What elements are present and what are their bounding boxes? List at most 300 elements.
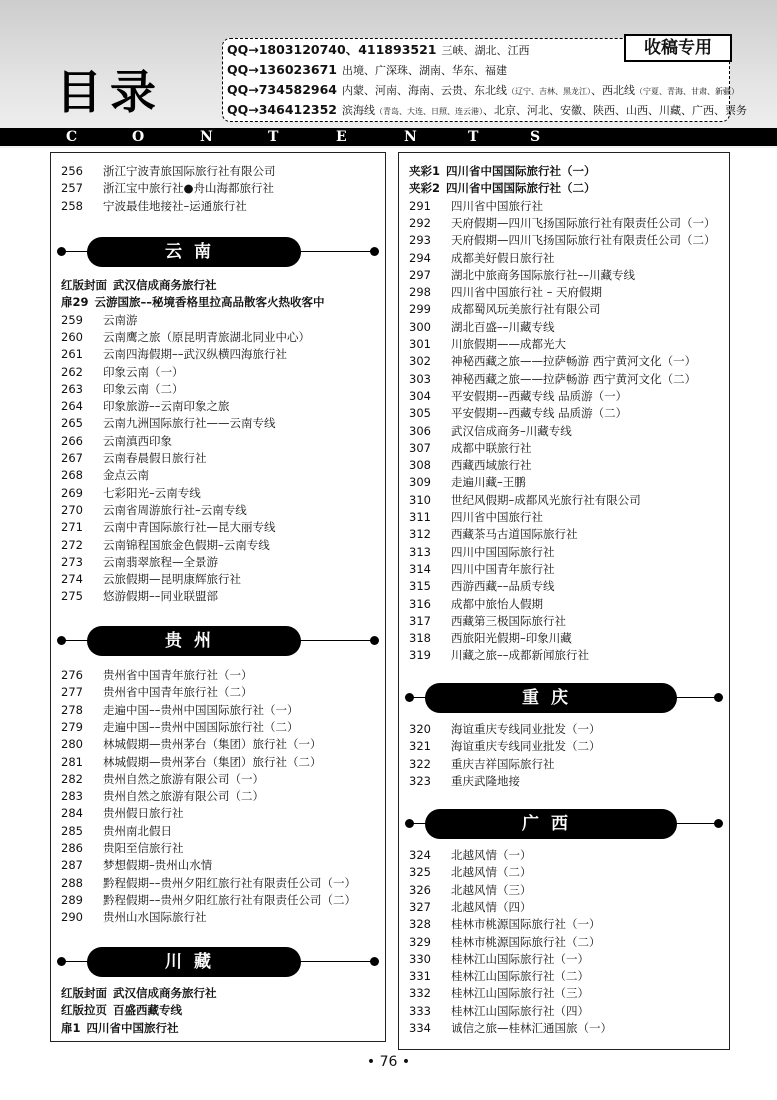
entry-title: 梦想假期–贵州山水情 (103, 858, 213, 873)
entry-page-number: 284 (61, 806, 83, 821)
entry-title: 桂林市桃源国际旅行社（二） (451, 934, 601, 949)
contents-letter: T (268, 129, 279, 145)
qq-number: QQ→346412352 (227, 102, 338, 117)
entry-page-number: 321 (409, 739, 431, 754)
toc-entry[interactable] (61, 771, 264, 788)
toc-entry[interactable] (409, 1003, 589, 1020)
entry-title: 四川省中国旅行社 (86, 1020, 179, 1035)
toc-entry[interactable] (61, 754, 322, 771)
toc-entry[interactable] (61, 485, 201, 502)
toc-entry[interactable] (61, 537, 270, 554)
entry-title: 诚信之旅—桂林汇通国旅（一） (451, 1021, 612, 1035)
entry-page-number: 312 (409, 527, 431, 542)
entry-page-number: 278 (61, 702, 83, 717)
toc-entry[interactable] (61, 684, 253, 701)
toc-entry[interactable] (61, 433, 172, 450)
section-dot-left (57, 636, 66, 645)
toc-entry[interactable] (61, 788, 264, 805)
entry-page-number: 303 (409, 371, 431, 386)
toc-entry[interactable] (61, 909, 207, 926)
toc-entry[interactable] (409, 738, 601, 755)
qq-regions: 内蒙、河南、海南、云贵、东北线 (342, 84, 508, 97)
contents-bar (0, 128, 777, 146)
entry-page-number: 305 (409, 406, 431, 421)
section-dot-right (370, 247, 379, 256)
entry-page-number: 330 (409, 951, 431, 966)
toc-entry[interactable] (61, 329, 310, 346)
entry-page-number: 292 (409, 215, 431, 230)
section-title: 川藏 (87, 947, 301, 977)
entry-page-number: 扉1 (61, 1020, 81, 1035)
entry-page-number: 266 (61, 433, 83, 448)
entry-page-number: 282 (61, 771, 83, 786)
toc-entry[interactable] (409, 847, 532, 864)
toc-entry[interactable] (61, 857, 212, 874)
toc-entry[interactable] (409, 215, 716, 232)
section-title: 广西 (425, 809, 677, 839)
entry-title: 平安假期––西藏专线 品质游（二） (451, 406, 628, 421)
toc-entry[interactable] (409, 457, 532, 474)
entry-page-number: 327 (409, 899, 431, 914)
toc-entry[interactable] (61, 805, 184, 822)
entry-title: 四川省中国旅行社 (451, 198, 543, 213)
entry-page-number: 300 (409, 319, 431, 334)
entry-title: 云南鹰之旅（原昆明青旅湖北同业中心） (103, 329, 310, 344)
entry-page-number: 307 (409, 440, 431, 455)
toc-entry[interactable] (409, 578, 555, 595)
toc-entry[interactable] (61, 467, 149, 484)
entry-page-number: 269 (61, 485, 83, 500)
entry-title: 走遍中国––贵州中国国际旅行社（一） (103, 702, 299, 717)
section-dot-left (405, 693, 414, 702)
special-entry[interactable] (61, 985, 217, 1002)
entry-page-number: 331 (409, 969, 431, 984)
entry-title: 黔程假期––贵州夕阳红旅行社有限责任公司（二） (103, 892, 356, 907)
toc-entry[interactable] (409, 267, 635, 284)
section-header (57, 237, 379, 267)
toc-entry[interactable] (61, 667, 253, 684)
entry-title: 武汉信成商务旅行社 (113, 278, 217, 292)
toc-entry[interactable] (61, 180, 274, 197)
entry-page-number: 276 (61, 668, 83, 682)
entry-title: 浙江宁波青旅国际旅行社有限公司 (103, 164, 276, 178)
toc-entry[interactable] (409, 882, 532, 899)
toc-entry[interactable] (409, 951, 589, 968)
contents-letter: C (66, 129, 78, 145)
toc-entry[interactable] (61, 502, 247, 519)
entry-page-number: 334 (409, 1021, 431, 1035)
entry-title: 贵州省中国青年旅行社（二） (103, 685, 253, 700)
toc-entry[interactable] (409, 336, 566, 353)
toc-entry[interactable] (409, 440, 532, 457)
entry-title: 百盛西藏专线 (113, 1003, 182, 1018)
entry-title: 贵阳至信旅行社 (103, 841, 184, 855)
entry-title: 贵州自然之旅游有限公司（一） (103, 771, 264, 786)
entry-page-number: 301 (409, 337, 431, 351)
entry-title: 金点云南 (103, 468, 149, 483)
entry-title: 宁波最佳地接社–运通旅行社 (103, 198, 247, 213)
qq-number: QQ→734582964 (227, 82, 338, 97)
entry-page-number: 291 (409, 198, 431, 213)
special-entry[interactable] (409, 163, 596, 180)
section-header (57, 626, 379, 656)
toc-entry[interactable] (61, 875, 356, 892)
qq-region-note: （宁夏、青海、甘肃、新疆） (635, 87, 740, 96)
entry-title: 湖北百盛––川藏专线 (451, 319, 555, 334)
entry-page-number: 318 (409, 631, 431, 646)
entry-title: 林城假期—贵州茅台（集团）旅行社（一） (103, 737, 322, 752)
entry-title: 云南滇西印象 (103, 433, 172, 448)
entry-title: 云旅假期—昆明康辉旅行社 (103, 572, 241, 587)
entry-title: 桂林江山国际旅行社（一） (451, 951, 589, 966)
special-entry[interactable] (409, 180, 596, 197)
entry-page-number: 299 (409, 302, 431, 317)
toc-entry[interactable] (61, 198, 247, 215)
qq-number: QQ→136023671 (227, 62, 338, 77)
entry-page-number: 309 (409, 475, 431, 490)
toc-entry[interactable] (409, 561, 555, 578)
entry-title: 贵州自然之旅游有限公司（二） (103, 789, 264, 804)
section-header (405, 683, 723, 713)
entry-title: 平安假期––西藏专线 品质游（一） (451, 388, 628, 403)
entry-page-number: 332 (409, 986, 431, 1001)
toc-entry[interactable] (61, 823, 172, 840)
special-entry[interactable] (61, 1002, 182, 1019)
qq-region-note: （青岛、大连、日照、连云港） (375, 107, 484, 116)
entry-title: 北越风情（四） (451, 899, 532, 914)
entry-page-number: 270 (61, 502, 83, 517)
toc-entry[interactable] (409, 899, 532, 916)
entry-page-number: 293 (409, 233, 431, 248)
entry-title: 四川省中国国际旅行社（一） (446, 164, 596, 178)
entry-page-number: 297 (409, 267, 431, 282)
special-entry[interactable] (61, 277, 217, 294)
qq-regions: 滨海线 (342, 104, 376, 117)
qq-regions-extra: 、北京、河北、安徽、陕西、山西、川藏、广西、票务 (483, 104, 748, 117)
entry-title: 北越风情（二） (451, 865, 532, 880)
entry-title: 四川中国国际旅行社 (451, 544, 555, 559)
entry-title: 成都中联旅行社 (451, 440, 532, 455)
entry-title: 云南九洲国际旅行社——云南专线 (103, 416, 276, 431)
qq-contact-line (227, 102, 747, 120)
toc-entry[interactable] (409, 864, 532, 881)
entry-title: 桂林江山国际旅行社（四） (451, 1003, 589, 1018)
toc-entry[interactable] (409, 613, 566, 630)
entry-title: 印象旅游––云南印象之旅 (103, 399, 230, 414)
toc-entry[interactable] (409, 250, 555, 267)
contents-letter: T (468, 129, 479, 145)
entry-title: 天府假期—四川飞扬国际旅行社有限责任公司（一） (451, 215, 716, 230)
entry-title: 桂林市桃源国际旅行社（一） (451, 917, 601, 932)
toc-entry[interactable] (409, 985, 589, 1002)
entry-page-number: 扉29 (61, 295, 89, 310)
entry-page-number: 333 (409, 1003, 431, 1018)
entry-page-number: 308 (409, 458, 431, 473)
toc-entry[interactable] (409, 721, 601, 738)
contents-letter: S (530, 129, 541, 145)
entry-title: 川藏之旅––成都新闻旅行社 (451, 648, 589, 663)
entry-title: 神秘西藏之旅——拉萨畅游 西宁黄河文化（一） (451, 354, 697, 369)
toc-entry[interactable] (409, 1020, 612, 1037)
entry-page-number: 272 (61, 537, 83, 552)
entry-title: 印象云南（二） (103, 381, 184, 396)
entry-title: 悠游假期––同业联盟部 (103, 589, 218, 604)
entry-title: 成都美好假日旅行社 (451, 250, 555, 265)
entry-page-number: 313 (409, 544, 431, 559)
entry-page-number: 290 (61, 910, 83, 925)
entry-title: 七彩阳光–云南专线 (103, 485, 201, 500)
entry-title: 海谊重庆专线同业批发（二） (451, 739, 601, 754)
toc-entry[interactable] (61, 840, 184, 857)
entry-page-number: 274 (61, 572, 83, 587)
toc-entry[interactable] (409, 916, 601, 933)
entry-title: 北越风情（一） (451, 848, 532, 862)
entry-title: 武汉信成商务–川藏专线 (451, 423, 572, 438)
entry-page-number: 263 (61, 381, 83, 396)
entry-page-number: 311 (409, 510, 431, 524)
entry-title: 四川中国青年旅行社 (451, 561, 555, 576)
entry-page-number: 279 (61, 719, 83, 734)
special-entry[interactable] (61, 1020, 179, 1037)
qq-contact-line (227, 82, 739, 100)
entry-page-number: 285 (61, 823, 83, 838)
toc-entry[interactable] (409, 544, 555, 561)
entry-page-number: 322 (409, 756, 431, 771)
entry-page-number: 261 (61, 347, 83, 362)
entry-title: 贵州省中国青年旅行社（一） (103, 668, 253, 682)
right-column (398, 152, 730, 1050)
entry-title: 北越风情（三） (451, 882, 532, 897)
toc-entry[interactable] (61, 346, 287, 363)
toc-entry[interactable] (61, 702, 299, 719)
entry-page-number: 283 (61, 789, 83, 804)
entry-page-number: 310 (409, 492, 431, 507)
toc-entry[interactable] (61, 415, 276, 432)
toc-entry[interactable] (61, 398, 230, 415)
special-entry[interactable] (61, 294, 325, 311)
entry-title: 云南春晨假日旅行社 (103, 451, 207, 465)
entry-page-number: 323 (409, 773, 431, 788)
section-dot-left (57, 957, 66, 966)
section-dot-right (370, 636, 379, 645)
toc-entry[interactable] (409, 630, 572, 647)
toc-entry[interactable] (61, 312, 138, 329)
entry-page-number: 302 (409, 354, 431, 369)
entry-title: 印象云南（一） (103, 364, 184, 379)
submission-stamp: 收稿专用 (624, 34, 732, 62)
entry-title: 走遍川藏–王鹏 (451, 475, 526, 490)
entry-title: 海谊重庆专线同业批发（一） (451, 722, 601, 736)
entry-title: 四川省中国国际旅行社（二） (446, 181, 596, 196)
entry-page-number: 287 (61, 858, 83, 873)
entry-page-number: 258 (61, 198, 83, 213)
qq-number: QQ→1803120740、411893521 (227, 42, 437, 57)
entry-page-number: 265 (61, 416, 83, 431)
entry-title: 西旅阳光假期–印象川藏 (451, 631, 572, 646)
entry-page-number: 325 (409, 865, 431, 880)
entry-title: 浙江宝中旅行社●舟山海都旅行社 (103, 181, 275, 196)
entry-page-number: 324 (409, 848, 431, 862)
entry-page-number: 304 (409, 388, 431, 403)
toc-entry[interactable] (409, 934, 601, 951)
toc-entry[interactable] (409, 596, 543, 613)
entry-title: 林城假期—贵州茅台（集团）旅行社（二） (103, 754, 322, 769)
entry-title: 云南中青国际旅行社—昆大丽专线 (103, 520, 276, 535)
toc-entry[interactable] (409, 301, 601, 318)
toc-entry[interactable] (409, 474, 526, 491)
entry-title: 黔程假期––贵州夕阳红旅行社有限责任公司（一） (103, 875, 356, 890)
entry-title: 湖北中旅商务国际旅行社––川藏专线 (451, 267, 635, 282)
entry-title: 世纪风假期–成都风光旅行社有限公司 (451, 492, 641, 507)
entry-title: 贵州假日旅行社 (103, 806, 184, 821)
entry-title: 武汉信成商务旅行社 (113, 986, 217, 1000)
toc-entry[interactable] (409, 526, 578, 543)
page-number: • 76 • (366, 1054, 411, 1070)
entry-page-number: 264 (61, 399, 83, 414)
toc-entry[interactable] (61, 736, 322, 753)
section-header (405, 809, 723, 839)
entry-title: 重庆吉祥国际旅行社 (451, 756, 555, 771)
section-title: 贵州 (87, 626, 301, 656)
contents-letter: O (132, 129, 145, 145)
toc-entry[interactable] (409, 405, 627, 422)
entry-page-number: 328 (409, 917, 431, 932)
entry-page-number: 259 (61, 312, 83, 327)
entry-title: 贵州南北假日 (103, 823, 172, 838)
toc-entry[interactable] (61, 571, 241, 588)
entry-page-number: 315 (409, 579, 431, 594)
toc-entry[interactable] (61, 719, 299, 736)
toc-entry[interactable] (409, 492, 641, 509)
section-title: 云南 (87, 237, 301, 267)
entry-title: 西藏第三极国际旅行社 (451, 613, 566, 628)
entry-title: 云南省周游旅行社–云南专线 (103, 502, 247, 517)
contents-letter: N (200, 129, 213, 145)
toc-entry[interactable] (61, 554, 218, 571)
entry-page-number: 262 (61, 364, 83, 379)
entry-title: 神秘西藏之旅——拉萨畅游 西宁黄河文化（二） (451, 371, 697, 386)
header-banner (0, 0, 777, 148)
entry-title: 重庆武隆地接 (451, 773, 520, 788)
entry-title: 云南翡翠旅程—全景游 (103, 554, 218, 569)
entry-title: 云游国旅––秘境香格里拉高品散客火热收客中 (94, 295, 325, 310)
toc-entry[interactable] (61, 163, 276, 180)
section-dot-right (714, 693, 723, 702)
entry-page-number: 298 (409, 285, 431, 300)
entry-page-number: 277 (61, 685, 83, 700)
toc-entry[interactable] (409, 284, 602, 301)
toc-entry[interactable] (409, 509, 543, 526)
entry-title: 西藏茶马古道国际旅行社 (451, 527, 578, 542)
entry-page-number: 273 (61, 554, 83, 569)
entry-page-number: 288 (61, 875, 83, 890)
left-column (50, 152, 386, 1042)
entry-page-number: 280 (61, 737, 83, 752)
entry-page-number: 275 (61, 589, 83, 604)
entry-title: 西藏西域旅行社 (451, 458, 532, 473)
entry-page-number: 329 (409, 934, 431, 949)
toc-entry[interactable] (409, 756, 555, 773)
qq-contact-line (227, 42, 529, 59)
entry-page-number: 夹彩1 (409, 164, 441, 178)
entry-page-number: 320 (409, 722, 431, 736)
page-title: 目录 (56, 65, 164, 119)
section-dot-right (370, 957, 379, 966)
section-dot-right (714, 819, 723, 828)
entry-title: 四川省中国旅行社 – 天府假期 (451, 285, 603, 300)
toc-entry[interactable] (409, 319, 555, 336)
entry-page-number: 314 (409, 561, 431, 576)
entry-page-number: 316 (409, 596, 431, 611)
entry-page-number: 289 (61, 892, 83, 907)
entry-page-number: 红版拉页 (61, 1003, 107, 1018)
entry-title: 云南锦程国旅金色假期–云南专线 (103, 537, 270, 552)
toc-entry[interactable] (409, 371, 696, 388)
entry-page-number: 260 (61, 329, 83, 344)
entry-title: 云南游 (103, 312, 138, 327)
entry-page-number: 红版封面 (61, 986, 107, 1000)
section-title: 重庆 (425, 683, 677, 713)
toc-entry[interactable] (409, 388, 627, 405)
entry-page-number: 红版封面 (61, 278, 107, 292)
entry-page-number: 319 (409, 648, 431, 663)
qq-regions: 出境、广深珠、湖南、华东、福建 (342, 64, 508, 77)
toc-entry[interactable] (409, 423, 572, 440)
entry-title: 桂林江山国际旅行社（二） (451, 969, 589, 984)
entry-title: 走遍中国––贵州中国国际旅行社（二） (103, 719, 299, 734)
entry-title: 四川省中国旅行社 (451, 510, 543, 524)
entry-page-number: 294 (409, 250, 431, 265)
section-header (57, 947, 379, 977)
entry-title: 川旅假期——成都光大 (451, 337, 566, 351)
entry-title: 成都蜀风玩美旅行社有限公司 (451, 302, 601, 317)
toc-entry[interactable] (61, 892, 356, 909)
toc-entry[interactable] (409, 773, 520, 790)
entry-page-number: 281 (61, 754, 83, 769)
qq-contact-line (227, 62, 507, 79)
toc-entry[interactable] (61, 588, 218, 605)
toc-entry[interactable] (409, 198, 543, 215)
toc-entry[interactable] (61, 364, 184, 381)
entry-title: 西游西藏––品质专线 (451, 579, 555, 594)
qq-regions-extra: 、西北线 (591, 84, 636, 97)
toc-entry[interactable] (409, 968, 589, 985)
section-dot-left (405, 819, 414, 828)
toc-entry[interactable] (61, 519, 276, 536)
entry-page-number: 286 (61, 841, 83, 855)
toc-entry[interactable] (409, 647, 589, 664)
entry-page-number: 267 (61, 451, 83, 465)
qq-regions: 三峡、湖北、江西 (441, 44, 530, 57)
qq-region-note: （辽宁、吉林、黑龙江） (507, 87, 592, 96)
section-dot-left (57, 247, 66, 256)
entry-page-number: 317 (409, 613, 431, 628)
entry-title: 云南四海假期––武汉纵横四海旅行社 (103, 347, 287, 362)
entry-page-number: 268 (61, 468, 83, 483)
entry-page-number: 256 (61, 164, 83, 178)
entry-title: 天府假期—四川飞扬国际旅行社有限责任公司（二） (451, 233, 716, 248)
toc-entry[interactable] (409, 232, 716, 249)
entry-page-number: 257 (61, 181, 83, 196)
contents-letter: N (404, 129, 417, 145)
entry-page-number: 271 (61, 520, 83, 535)
entry-page-number: 326 (409, 882, 431, 897)
toc-entry[interactable] (61, 450, 207, 467)
toc-entry[interactable] (409, 353, 696, 370)
entry-title: 桂林江山国际旅行社（三） (451, 986, 589, 1001)
toc-entry[interactable] (61, 381, 184, 398)
entry-title: 成都中旅怡人假期 (451, 596, 543, 611)
